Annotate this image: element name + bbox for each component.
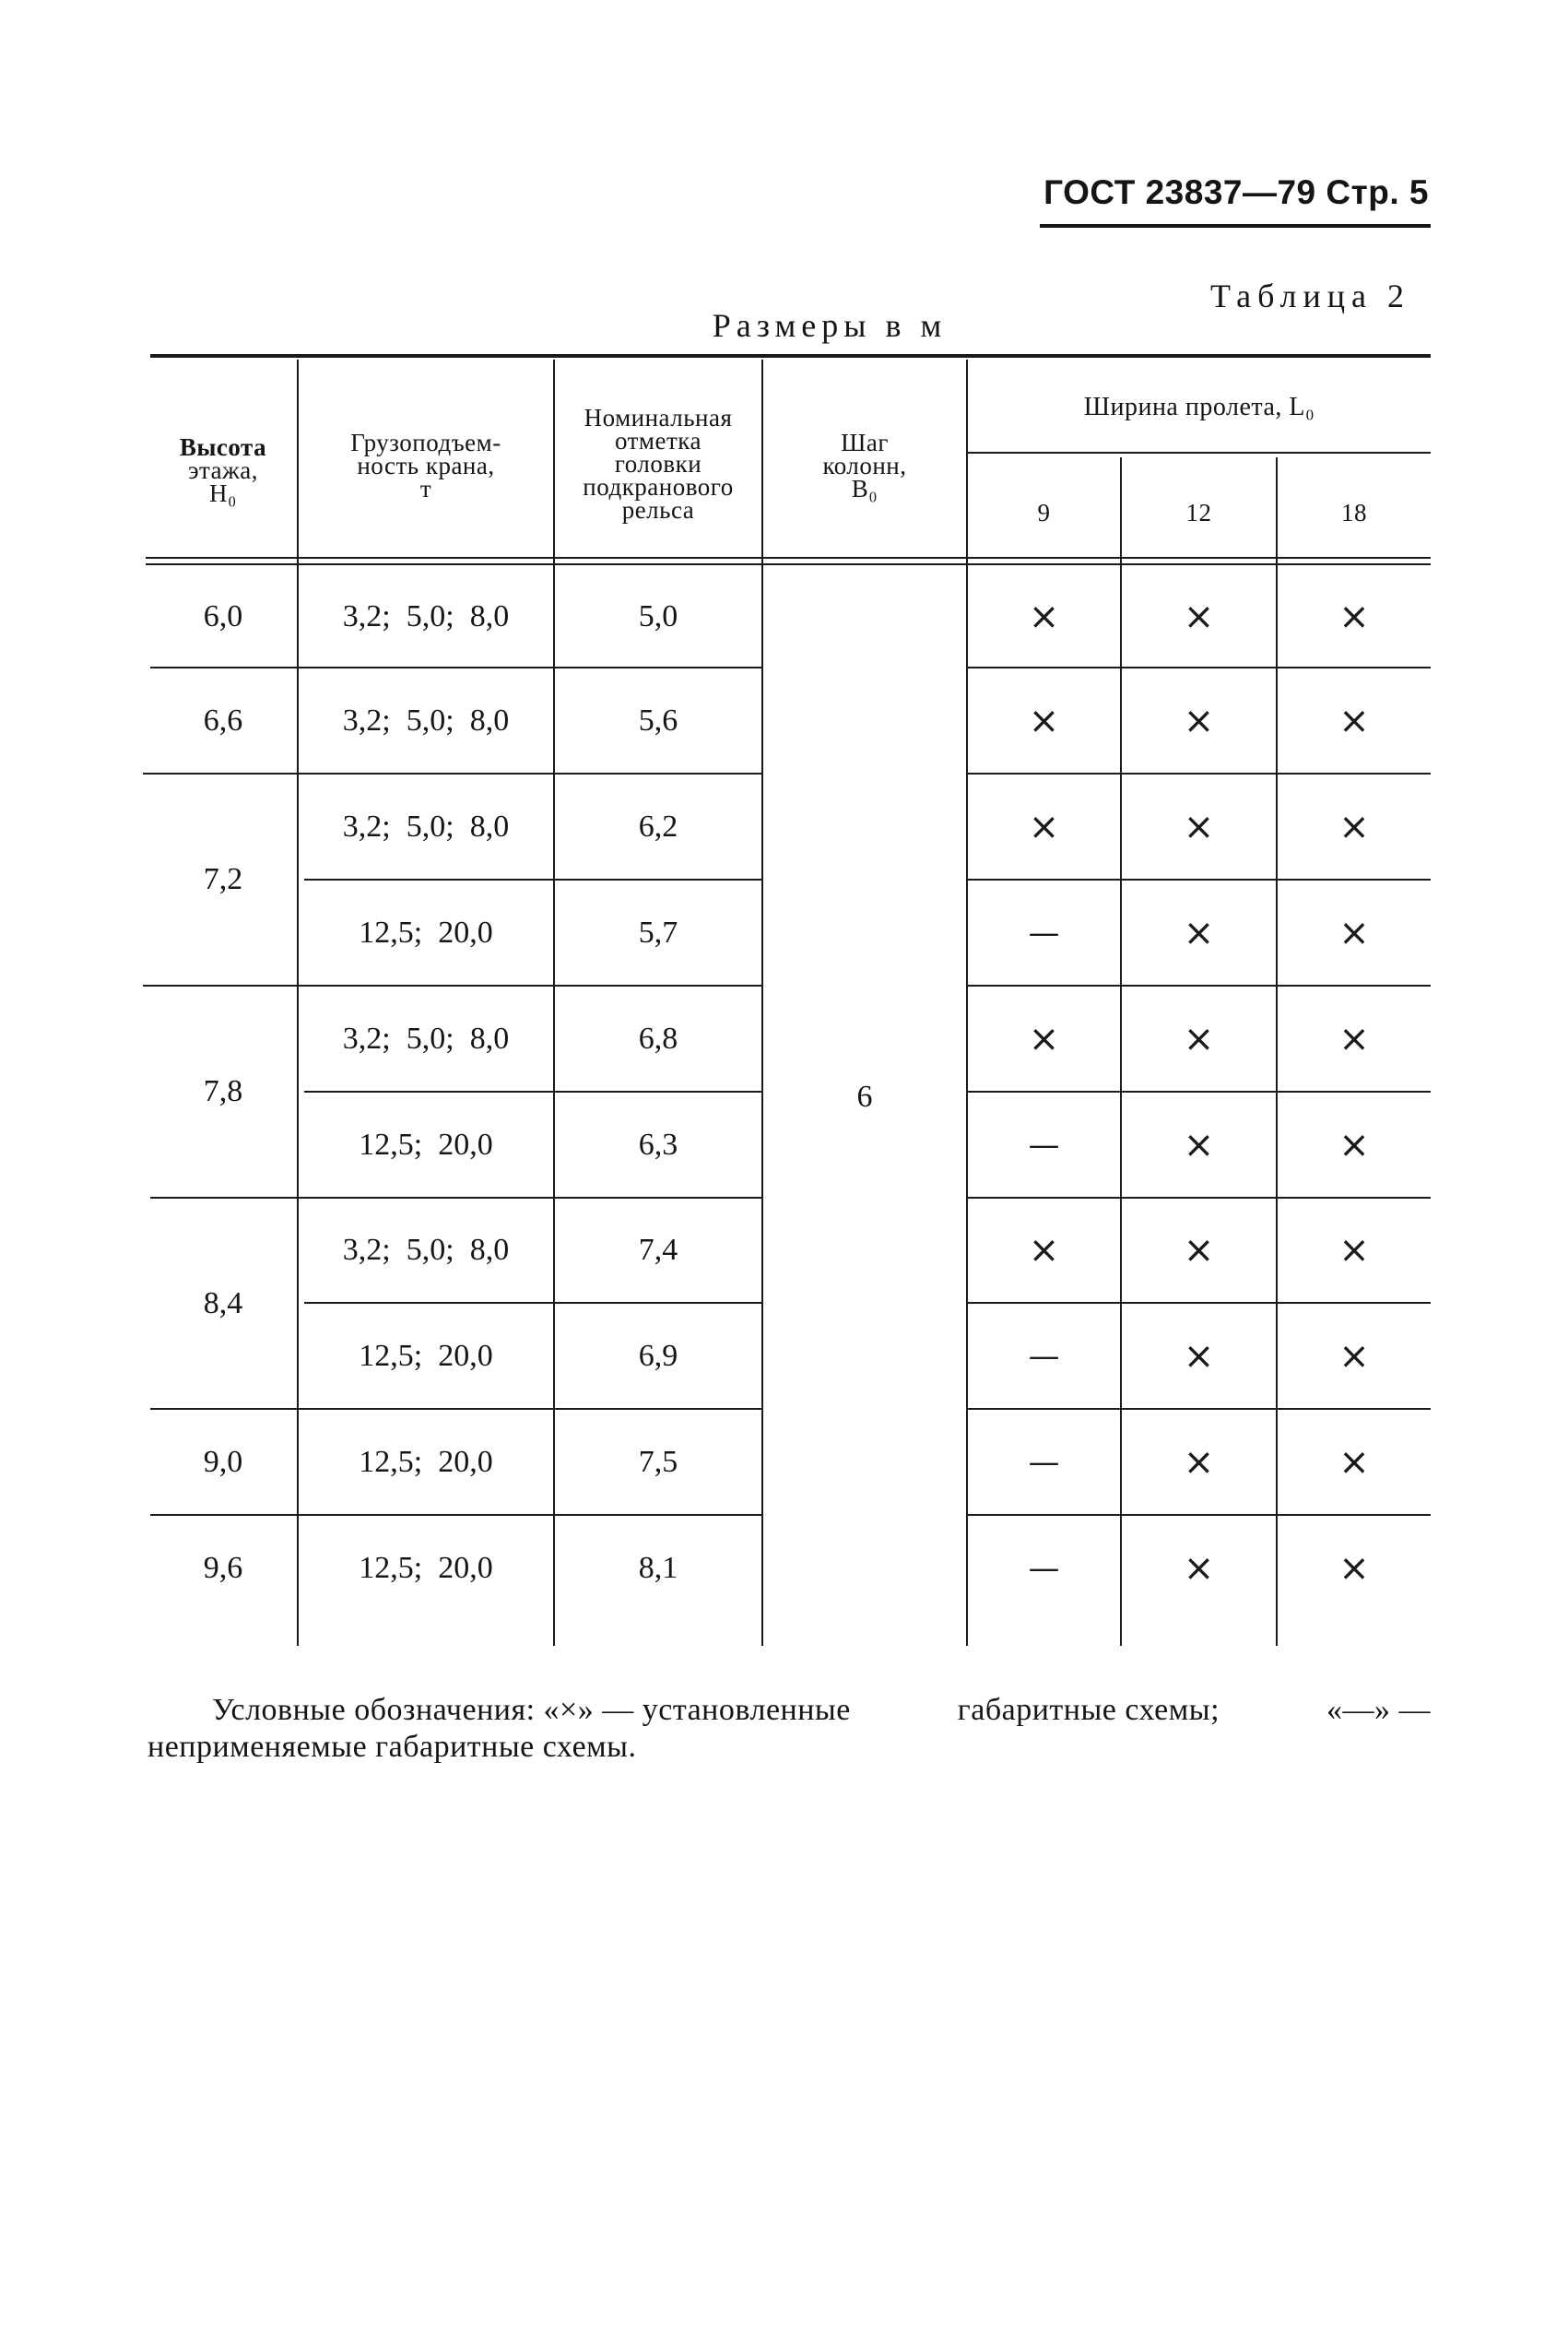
height-cell: 7,8 xyxy=(203,1074,243,1108)
height-cell: 9,6 xyxy=(203,1551,243,1585)
established-mark: × xyxy=(1183,1017,1215,1060)
vline-3 xyxy=(761,360,763,1646)
not-applicable-mark: — xyxy=(1028,1550,1060,1587)
not-applicable-mark: — xyxy=(1028,914,1060,952)
table-label: Таблица 2 xyxy=(1210,278,1410,314)
legend-part-b: габаритные схемы; xyxy=(957,1693,1220,1727)
rail-level-cell: 6,3 xyxy=(638,1127,678,1162)
rail-level-cell: 7,5 xyxy=(638,1444,678,1479)
established-mark: × xyxy=(1183,1547,1215,1590)
established-mark: × xyxy=(1338,805,1370,848)
header-height xyxy=(150,420,296,521)
legend-part-c: «—» — xyxy=(1326,1693,1431,1727)
header-bottom-rule-b xyxy=(146,563,1431,565)
established-mark: × xyxy=(1338,1334,1370,1378)
legend-line-1 xyxy=(147,1692,1431,1729)
capacity-cell: 3,2; 5,0; 8,0 xyxy=(342,1233,510,1267)
established-mark: × xyxy=(1183,699,1215,742)
rail-level-cell: 8,1 xyxy=(638,1551,678,1585)
table-top-rule xyxy=(150,354,1431,358)
established-mark: × xyxy=(1028,699,1060,742)
established-mark: × xyxy=(1338,911,1370,954)
established-mark: × xyxy=(1338,1017,1370,1060)
header-rail: Номинальная отметка головки подкранового рельса xyxy=(583,403,734,524)
span-header-rule xyxy=(966,452,1431,454)
legend xyxy=(147,1692,1431,1766)
capacity-cell: 12,5; 20,0 xyxy=(359,1551,493,1585)
header-capacity: Грузоподъем- ность крана, т xyxy=(350,428,501,503)
header-span: Ширина пролета, L₀ xyxy=(1083,392,1315,421)
capacity-cell: 12,5; 20,0 xyxy=(359,1444,493,1479)
established-mark: × xyxy=(1338,1440,1370,1484)
header-span-12: 12 xyxy=(1185,498,1212,526)
rail-level-cell: 5,7 xyxy=(638,915,678,950)
established-mark: × xyxy=(1028,805,1060,848)
rail-level-cell: 6,2 xyxy=(638,809,678,844)
established-mark: × xyxy=(1338,1123,1370,1166)
established-mark: × xyxy=(1028,1017,1060,1060)
established-mark: × xyxy=(1183,596,1215,638)
header-height-rest: этажа, H₀ xyxy=(187,455,259,507)
established-mark: × xyxy=(1028,596,1060,638)
capacity-cell: 3,2; 5,0; 8,0 xyxy=(342,1021,510,1056)
units-label: Размеры в м xyxy=(712,307,948,344)
capacity-cell: 12,5; 20,0 xyxy=(359,1338,493,1373)
legend-line-2: неприменяемые габаритные схемы. xyxy=(147,1730,637,1764)
capacity-cell: 12,5; 20,0 xyxy=(359,915,493,950)
established-mark: × xyxy=(1183,1440,1215,1484)
established-mark: × xyxy=(1183,911,1215,954)
not-applicable-mark: — xyxy=(1028,1443,1060,1481)
height-cell: 9,0 xyxy=(203,1444,243,1479)
height-cell: 8,4 xyxy=(203,1285,243,1320)
header-height-bold: Высота xyxy=(179,432,267,461)
page-header: ГОСТ 23837—79 Стр. 5 xyxy=(1043,173,1429,211)
rail-level-cell: 5,6 xyxy=(638,703,678,738)
established-mark: × xyxy=(1338,1229,1370,1271)
established-mark: × xyxy=(1183,1334,1215,1378)
established-mark: × xyxy=(1338,596,1370,638)
header-bottom-rule-a xyxy=(146,557,1431,559)
established-mark: × xyxy=(1338,1547,1370,1590)
rail-level-cell: 5,0 xyxy=(638,599,678,633)
column-step-cell: 6 xyxy=(856,1080,873,1114)
capacity-cell: 3,2; 5,0; 8,0 xyxy=(342,809,510,844)
header-step: Шаг колонн, B₀ xyxy=(822,428,907,503)
header-span-9: 9 xyxy=(1037,498,1051,526)
established-mark: × xyxy=(1183,1229,1215,1271)
height-cell: 6,0 xyxy=(203,599,243,633)
established-mark: × xyxy=(1338,699,1370,742)
capacity-cell: 3,2; 5,0; 8,0 xyxy=(342,599,510,633)
established-mark: × xyxy=(1183,1123,1215,1166)
header-span-18: 18 xyxy=(1341,498,1367,526)
rail-level-cell: 6,8 xyxy=(638,1021,678,1056)
established-mark: × xyxy=(1028,1229,1060,1271)
legend-part-a: Условные обозначения: «×» — установленные xyxy=(212,1693,851,1727)
not-applicable-mark: — xyxy=(1028,1337,1060,1375)
height-cell: 6,6 xyxy=(203,703,243,738)
not-applicable-mark: — xyxy=(1028,1126,1060,1164)
established-mark: × xyxy=(1183,805,1215,848)
rail-level-cell: 7,4 xyxy=(638,1233,678,1267)
rail-level-cell: 6,9 xyxy=(638,1338,678,1373)
capacity-cell: 3,2; 5,0; 8,0 xyxy=(342,703,510,738)
capacity-cell: 12,5; 20,0 xyxy=(359,1127,493,1162)
height-cell: 7,2 xyxy=(203,862,243,896)
